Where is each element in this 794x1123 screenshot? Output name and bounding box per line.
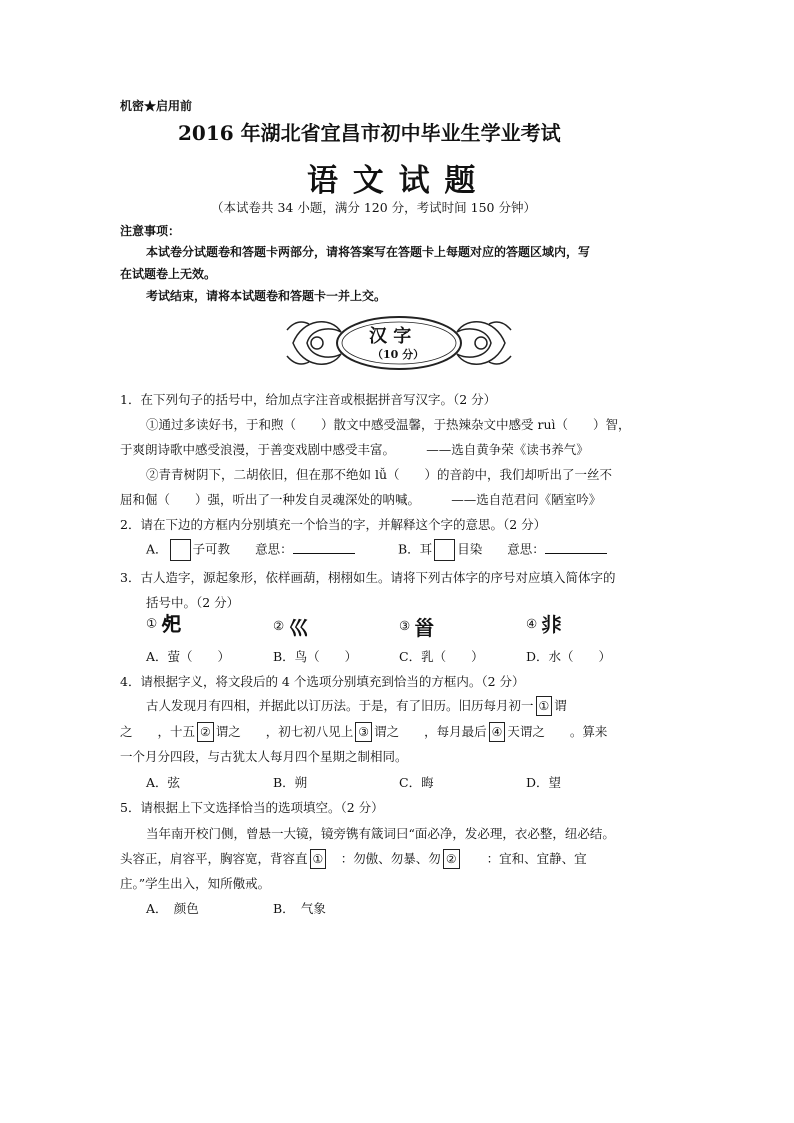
ancient-glyph: 𩇨 <box>541 613 562 637</box>
subject-title: 语 文 试 题 <box>307 163 478 199</box>
option-text: 子可教 <box>192 541 231 557</box>
question-2-stem: 2．请在下边的方框内分别填充一个恰当的字，并解释这个字的意思。（2 分） <box>120 517 547 532</box>
answer-box[interactable]: ③ <box>355 722 372 742</box>
question-5-option: B． 气象 <box>273 901 326 916</box>
question-4-passage: 古人发现月有四相，并据此以订历法。于是，有了旧历。旧历每月初一 ① 谓 <box>146 696 567 716</box>
question-4-option: C．晦 <box>399 775 434 790</box>
question-4-option: A．弦 <box>146 775 181 790</box>
notice-line: 在试题卷上无效。 <box>120 267 217 281</box>
question-1-line: 于爽朗诗歌中感受浪漫，于善变戏剧中感受丰富。 ——选自黄争荣《读书养气》 <box>120 442 589 457</box>
banner-score: （10 分） <box>372 348 425 361</box>
answer-box[interactable]: ① <box>536 696 553 716</box>
answer-box[interactable] <box>170 539 191 561</box>
option-label: A． <box>146 541 168 557</box>
question-1-stem: 1．在下列句子的括号中，给加点字注音或根据拼音写汉字。（2 分） <box>120 392 497 407</box>
question-4-passage: 一个月分四段，与古犹太人每月四个星期之制相同。 <box>120 749 408 764</box>
question-4-passage: 之 ，十五 ② 谓之 ，初七初八见上 ③ 谓之 ，每月最后 ④ 天谓之 。算来 <box>120 722 607 742</box>
question-4-option: B．朔 <box>273 775 308 790</box>
answer-box[interactable]: ① <box>310 849 327 869</box>
answer-box[interactable] <box>434 539 455 561</box>
ancient-glyph: 𩠐 <box>414 616 435 640</box>
question-5-option: A． 颜色 <box>146 901 199 916</box>
question-5-passage: 庄。”学生出入，知所儆戒。 <box>120 876 271 891</box>
question-1-line: ②青青树阴下，二胡依旧，但在那不绝如 lǚ（ ）的音韵中，我们却听出了一丝不 <box>146 467 613 482</box>
meaning-label: 意思： <box>507 541 545 557</box>
meaning-label: 意思： <box>255 541 293 557</box>
section-banner <box>283 312 515 374</box>
exam-info: （本试卷共 34 小题，满分 120 分，考试时间 150 分钟） <box>211 200 536 215</box>
confidential-mark: 机密★启用前 <box>120 99 193 113</box>
answer-box[interactable]: ④ <box>489 722 506 742</box>
question-5-stem: 5．请根据上下文选择恰当的选项填空。（2 分） <box>120 800 384 815</box>
meaning-blank[interactable] <box>293 541 355 554</box>
question-2-option-a <box>146 539 355 561</box>
ancient-char-3: ③ 𩠐 <box>399 612 434 641</box>
question-3-option: C．乳（ ） <box>399 649 484 664</box>
question-3-option: A．萤（ ） <box>146 649 231 664</box>
question-3-stem: 括号中。（2 分） <box>146 595 240 610</box>
notice-line: 考试结束，请将本试题卷和答题卡一并上交。 <box>146 289 387 303</box>
question-3-option: D．水（ ） <box>526 649 612 664</box>
question-1-line: 屈和倔（ ）强，听出了一种发自灵魂深处的呐喊。 ——选自范君问《陋室吟》 <box>120 492 602 507</box>
option-text: 目染 <box>457 541 483 557</box>
question-3-option: B．鸟（ ） <box>273 649 358 664</box>
ancient-glyph: 𢀸 <box>161 612 182 636</box>
question-1-line: ①通过多读好书，于和煦（ ）散文中感受温馨，于热辣杂文中感受 ruì（ ）智， <box>146 417 631 432</box>
question-5-passage: 头容正，肩容平，胸容宽，背容直 ① ：勿傲、勿暴、勿 ② ：宜和、宜静、宜 <box>120 849 587 869</box>
question-4-stem: 4．请根据字义，将文段后的 4 个选项分别填充到恰当的方框内。（2 分） <box>120 674 525 689</box>
meaning-blank[interactable] <box>545 541 607 554</box>
ancient-char-4: ④ 𩇨 <box>526 613 562 637</box>
answer-box[interactable]: ② <box>443 849 460 869</box>
notice-line: 本试卷分试题卷和答题卡两部分，请将答案写在答题卡上每题对应的答题区域内，写 <box>146 245 591 259</box>
notice-heading: 注意事项： <box>120 224 181 238</box>
question-3-stem: 3．古人造字，源起象形，依样画葫，栩栩如生。请将下列古体字的序号对应填入简体字的 <box>120 570 616 585</box>
question-5-passage: 当年南开校门侧，曾悬一大镜，镜旁镌有箴词曰“面必净，发必理，衣必整，纽必结。 <box>146 826 615 841</box>
question-4-option: D．望 <box>526 775 562 790</box>
question-2-option-b <box>398 539 607 561</box>
ancient-glyph: 巛 <box>288 616 309 640</box>
exam-title: 2016 年湖北省宜昌市初中毕业生学业考试 <box>178 121 561 145</box>
ancient-char-2: ② 巛 <box>273 612 308 641</box>
banner-title: 汉 字 <box>369 326 412 347</box>
answer-box[interactable]: ② <box>197 722 214 742</box>
ancient-char-1: ① 𢀸 <box>146 612 182 636</box>
option-label: B．耳 <box>398 541 433 557</box>
